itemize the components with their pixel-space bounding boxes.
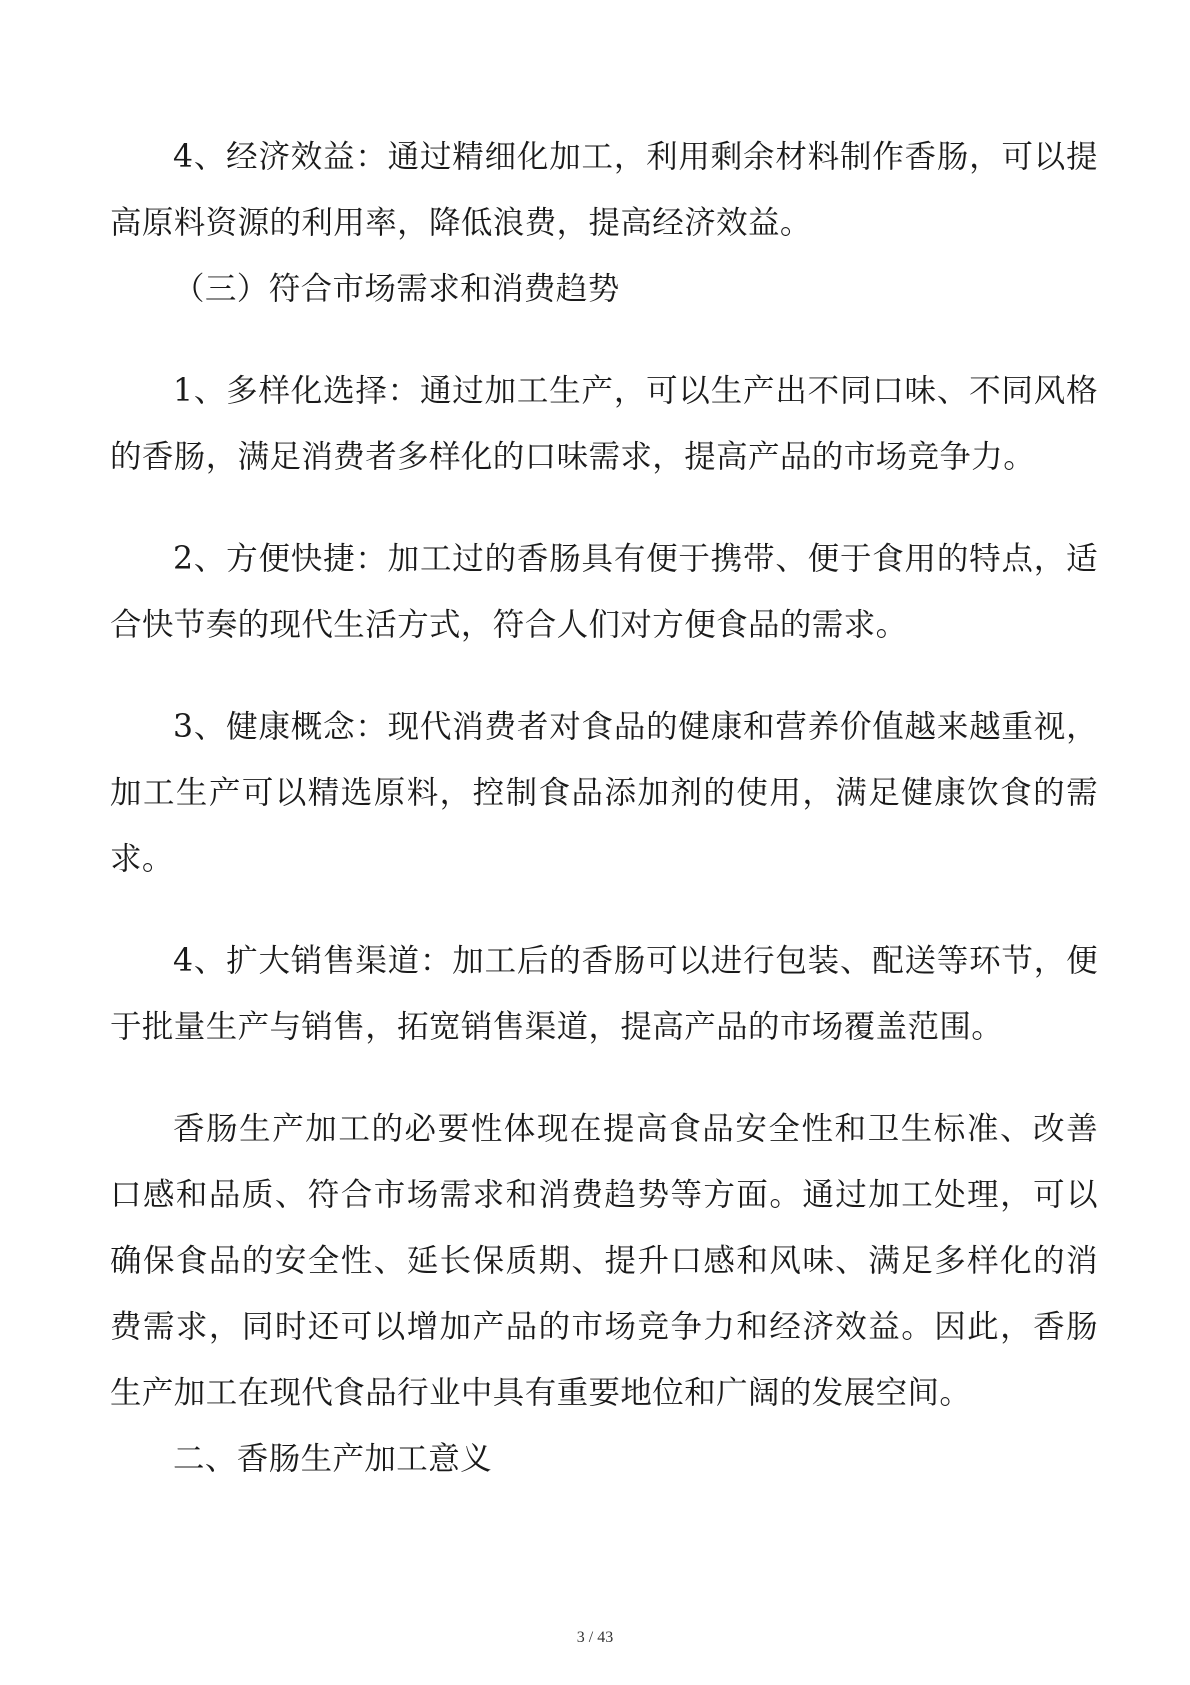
paragraph-convenience: 2、方便快捷：加工过的香肠具有便于携带、便于食用的特点，适合快节奏的现代生活方式，符合人们对方便食品的需求。 [110,541,1098,643]
page-number: 3 / 43 [576,1629,614,1646]
section-heading-market-demand: （三）符合市场需求和消费趋势 [173,271,620,307]
paragraph-sales-channels: 4、扩大销售渠道：加工后的香肠可以进行包装、配送等环节，便于批量生产与销售，拓宽销售渠道，提高产品的市场覆盖范围。 [110,943,1098,1045]
paragraph-economic-benefit: 4、经济效益：通过精细化加工，利用剩余材料制作香肠，可以提高原料资源的利用率，降低浪费，提高经济效益。 [110,139,1098,241]
paragraph-summary: 香肠生产加工的必要性体现在提高食品安全性和卫生标准、改善口感和品质、符合市场需求和消费趋势等方面。通过加工处理，可以确保食品的安全性、延长保质期、提升口感和风味、满足多样化的消费需求，同时还可以增加产品的市场竞争力和经济效益。因此，香肠生产加工在现代食品行业中具有重要地位和广阔的发展空间。 [110,1111,1098,1411]
page-body [110,124,1098,1492]
chapter-heading-significance: 二、香肠生产加工意义 [173,1441,493,1477]
paragraph-diversified-choice: 1、多样化选择：通过加工生产，可以生产出不同口味、不同风格的香肠，满足消费者多样化的口味需求，提高产品的市场竞争力。 [110,373,1098,475]
paragraph-health-concept: 3、健康概念：现代消费者对食品的健康和营养价值越来越重视，加工生产可以精选原料，控制食品添加剂的使用，满足健康饮食的需求。 [110,709,1098,877]
